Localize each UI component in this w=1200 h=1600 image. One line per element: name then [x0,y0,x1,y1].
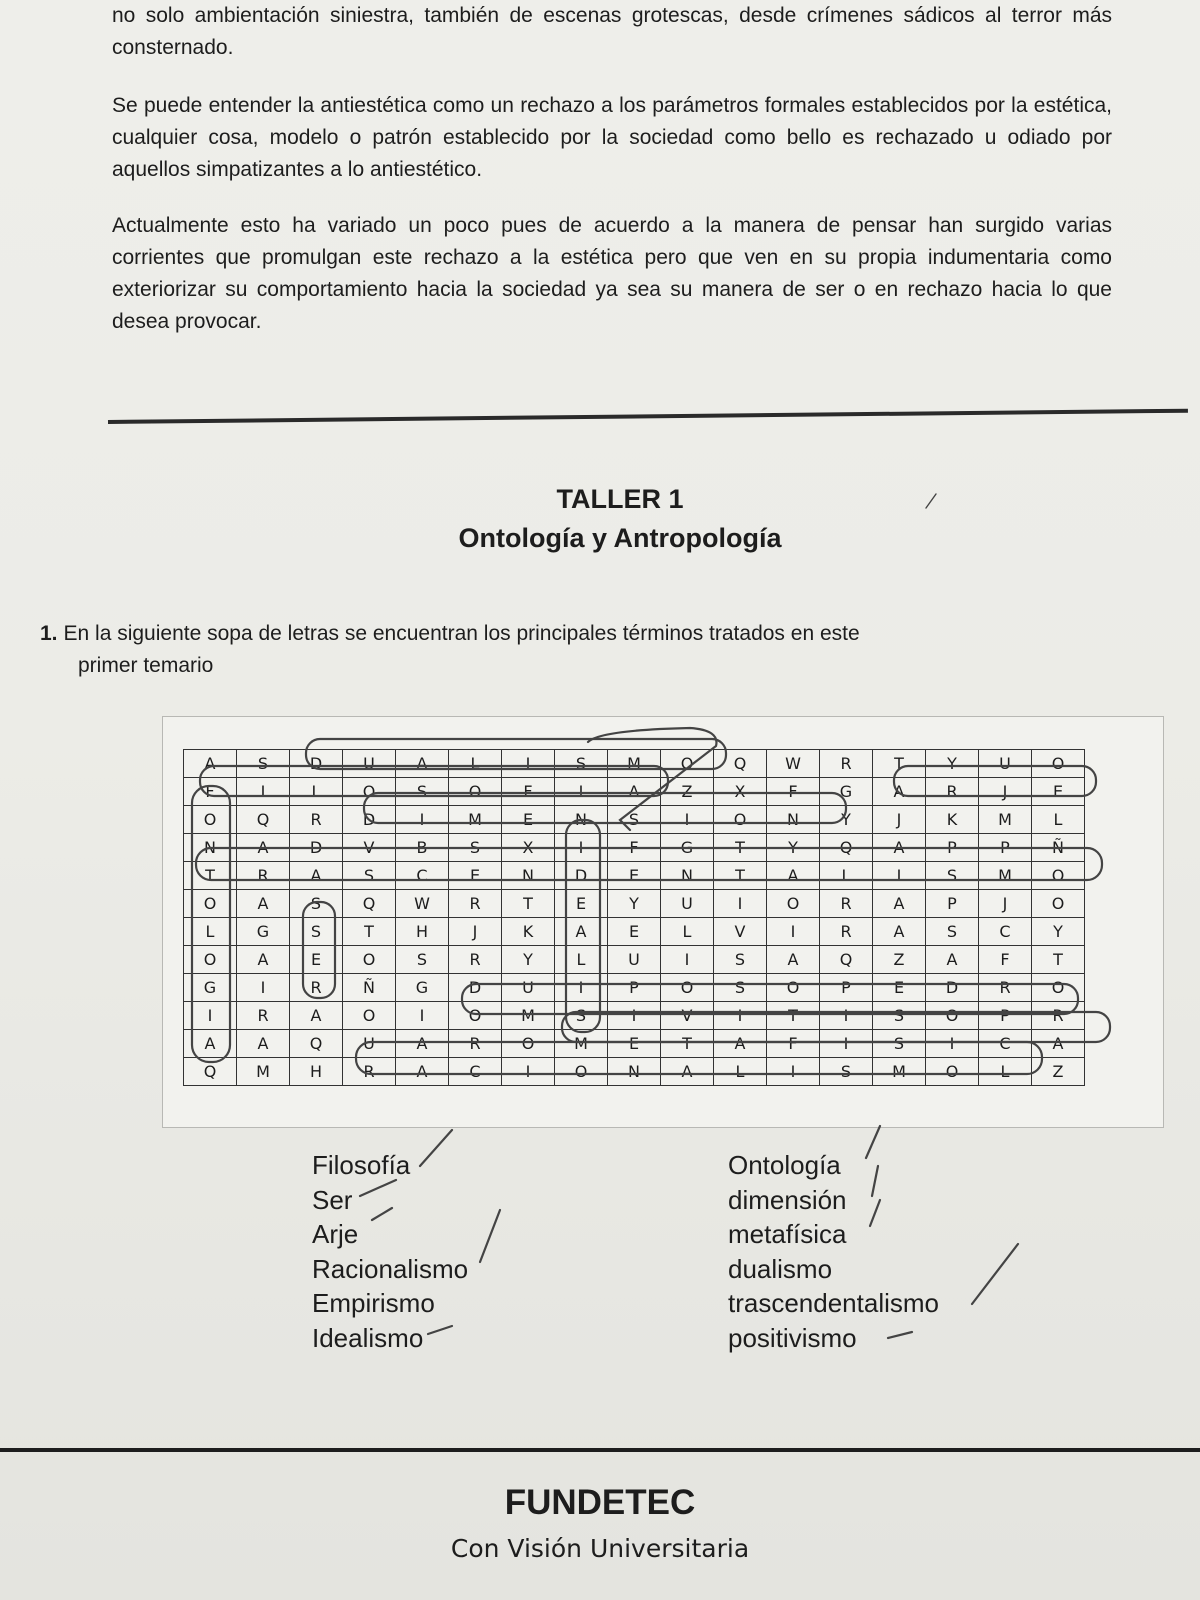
grid-cell: S [820,1058,873,1086]
grid-cell: N [502,862,555,890]
grid-cell: A [290,1002,343,1030]
grid-cell: O [449,778,502,806]
grid-cell: A [767,946,820,974]
grid-cell: O [1032,750,1085,778]
grid-cell: S [343,862,396,890]
question-text-line2: primer temario [78,654,214,677]
grid-cell: H [396,918,449,946]
grid-cell: L [555,946,608,974]
grid-row [184,946,1085,974]
grid-cell: R [290,806,343,834]
grid-cell: Ñ [343,974,396,1002]
question-1 [40,618,1110,682]
grid-cell: L [714,1058,767,1086]
grid-cell: S [396,778,449,806]
grid-row [184,1030,1085,1058]
grid-cell: T [714,834,767,862]
grid-cell: I [820,1002,873,1030]
grid-cell: R [926,778,979,806]
grid-cell: O [1032,862,1085,890]
grid-cell: I [184,1002,237,1030]
grid-cell: R [820,890,873,918]
grid-cell: R [1032,1002,1085,1030]
grid-cell: I [767,918,820,946]
intro-paragraph-1: no solo ambientación siniestra, también de escenas grotescas, desde crímenes sádicos al terror más consternado. [112,4,1112,59]
grid-cell: O [343,1002,396,1030]
grid-cell: I [555,834,608,862]
grid-cell: A [608,778,661,806]
grid-cell: A [396,1030,449,1058]
grid-cell: X [502,834,555,862]
grid-cell: I [555,974,608,1002]
grid-cell: I [714,890,767,918]
grid-cell: O [714,806,767,834]
grid-cell: L [979,1058,1032,1086]
grid-cell: J [979,778,1032,806]
grid-cell: M [608,750,661,778]
grid-cell: T [714,862,767,890]
grid-cell: Q [184,1058,237,1086]
grid-cell: G [820,778,873,806]
grid-cell: O [449,1002,502,1030]
grid-cell: A [1032,1030,1085,1058]
grid-cell: D [290,834,343,862]
grid-cell: A [237,946,290,974]
grid-cell: E [608,918,661,946]
grid-cell: R [290,974,343,1002]
grid-cell: R [820,918,873,946]
grid-cell: R [237,862,290,890]
grid-cell: S [555,750,608,778]
grid-cell: S [290,918,343,946]
grid-cell: E [608,1030,661,1058]
term-item: Arje [312,1219,359,1249]
grid-cell: S [555,1002,608,1030]
grid-cell: A [873,778,926,806]
grid-cell: G [396,974,449,1002]
grid-cell: O [184,890,237,918]
grid-cell: I [661,806,714,834]
grid-cell: T [343,918,396,946]
grid-cell: A [290,862,343,890]
grid-cell: O [343,778,396,806]
grid-cell: A [714,1030,767,1058]
grid-cell: T [502,890,555,918]
grid-cell: R [237,1002,290,1030]
grid-cell: I [661,946,714,974]
footer-org: FUNDETEC [504,1483,696,1522]
grid-cell: Y [502,946,555,974]
term-item: Ser [312,1184,353,1215]
grid-cell: A [873,890,926,918]
grid-cell: I [926,1030,979,1058]
grid-cell: I [502,1058,555,1086]
term-item: Idealismo [312,1322,424,1353]
footer-divider [0,1448,1200,1452]
grid-cell: R [979,974,1032,1002]
grid-cell: R [449,946,502,974]
grid-cell: E [608,862,661,890]
grid-cell: A [396,750,449,778]
grid-cell: A [237,834,290,862]
term-item: positivismo [728,1322,857,1353]
grid-cell: U [502,974,555,1002]
workshop-title: TALLER 1 [556,484,684,514]
grid-cell: R [343,1058,396,1086]
grid-cell: I [767,1058,820,1086]
grid-cell: C [449,1058,502,1086]
grid-cell: E [502,806,555,834]
grid-cell: Y [608,890,661,918]
grid-row [184,1002,1085,1030]
grid-cell: I [237,974,290,1002]
grid-cell: V [343,834,396,862]
grid-row [184,778,1085,806]
grid-cell: L [661,918,714,946]
grid-cell: Y [820,806,873,834]
grid-cell: F [767,778,820,806]
term-item: trascendentalismo [728,1288,939,1318]
grid-cell: B [396,834,449,862]
grid-cell: L [1032,806,1085,834]
grid-cell: L [184,918,237,946]
grid-cell: N [555,806,608,834]
term-item: dualismo [728,1253,833,1284]
grid-cell: Ñ [1032,834,1085,862]
grid-cell: A [184,750,237,778]
grid-cell: E [555,890,608,918]
grid-cell: A [873,834,926,862]
grid-cell: O [343,946,396,974]
grid-cell: L [290,778,343,806]
grid-cell: N [608,1058,661,1086]
grid-cell: I [502,750,555,778]
grid-cell: Q [237,806,290,834]
grid-cell: Q [820,834,873,862]
grid-cell: X [714,778,767,806]
grid-cell: U [343,1030,396,1058]
grid-cell: O [184,806,237,834]
grid-cell: I [555,778,608,806]
grid-row [184,1058,1085,1086]
grid-cell: A [767,862,820,890]
grid-cell: P [608,974,661,1002]
grid-cell: H [290,1058,343,1086]
grid-cell: S [926,918,979,946]
grid-cell: M [237,1058,290,1086]
term-list-right [728,1148,939,1355]
grid-cell: A [661,1058,714,1086]
grid-cell: S [237,750,290,778]
grid-row [184,974,1085,1002]
grid-row [184,890,1085,918]
term-item: dimensión [728,1184,847,1215]
grid-cell: S [873,1002,926,1030]
grid-cell: O [1032,890,1085,918]
grid-cell: C [979,1030,1032,1058]
grid-cell: V [714,918,767,946]
grid-cell: D [449,974,502,1002]
wordsearch-grid [183,749,1085,1086]
grid-cell: D [555,862,608,890]
grid-cell: A [237,1030,290,1058]
grid-cell: O [926,1002,979,1030]
grid-cell: E [1032,778,1085,806]
grid-cell: O [184,946,237,974]
grid-cell: Q [714,750,767,778]
grid-cell: E [290,946,343,974]
grid-cell: O [661,974,714,1002]
grid-cell: A [396,1058,449,1086]
grid-cell: Q [820,946,873,974]
grid-cell: N [184,834,237,862]
grid-cell: O [555,1058,608,1086]
grid-cell: I [820,1030,873,1058]
intro-paragraph-2: Se puede entender la antiestética como un rechazo a los parámetros formales establecidos por la estética, cualquier cosa, modelo o patrón establecido por la sociedad como bello es rechazado u odiado por aquellos simpatizantes a lo antiestético. [112,94,1112,181]
grid-cell: N [661,862,714,890]
grid-cell: F [502,778,555,806]
footer-slogan: Con Visión Universitaria [450,1534,750,1563]
grid-cell: M [979,806,1032,834]
grid-cell: P [926,890,979,918]
grid-cell: E [449,862,502,890]
grid-cell: J [873,806,926,834]
grid-cell: F [979,946,1032,974]
intro-text [112,0,1112,362]
grid-cell: P [979,1002,1032,1030]
grid-cell: C [396,862,449,890]
grid-cell: W [396,890,449,918]
grid-cell: S [926,862,979,890]
grid-cell: S [290,890,343,918]
grid-cell: R [449,890,502,918]
question-text-line1: En la siguiente sopa de letras se encuentran los principales términos tratados en este [63,622,860,645]
grid-cell: Z [873,946,926,974]
grid-row [184,862,1085,890]
grid-cell: S [714,946,767,974]
grid-cell: N [767,806,820,834]
term-item: Racionalismo [312,1253,469,1284]
grid-cell: I [873,862,926,890]
grid-cell: T [184,862,237,890]
workshop-subtitle: Ontología y Antropología [458,523,782,553]
grid-cell: I [396,1002,449,1030]
grid-cell: M [555,1030,608,1058]
grid-cell: Y [926,750,979,778]
grid-cell: Y [767,834,820,862]
grid-cell: Y [1032,918,1085,946]
term-item: Ontología [728,1150,841,1180]
grid-cell: Z [661,778,714,806]
grid-cell: R [820,750,873,778]
grid-row [184,806,1085,834]
term-item: Filosofía [312,1150,411,1180]
grid-cell: S [608,806,661,834]
grid-row [184,918,1085,946]
grid-row [184,750,1085,778]
grid-cell: R [449,1030,502,1058]
grid-cell: O [1032,974,1085,1002]
grid-cell: A [555,918,608,946]
intro-paragraph-3: Actualmente esto ha variado un poco pues de acuerdo a la manera de pensar han surgido varias corrientes que promulgan este rechazo a la estética pero que ven en su propia indumentaria como exteriorizar su comportamiento hacia la sociedad ya sea su manera de ser o en rechazo hacia lo que desea provocar. [112,214,1112,333]
grid-cell: P [820,974,873,1002]
grid-cell: U [608,946,661,974]
grid-cell: O [767,974,820,1002]
grid-cell: K [926,806,979,834]
grid-cell: S [396,946,449,974]
grid-cell: G [661,834,714,862]
grid-cell: U [979,750,1032,778]
grid-cell: K [502,918,555,946]
grid-cell: C [979,918,1032,946]
grid-cell: V [661,1002,714,1030]
grid-cell: S [873,1030,926,1058]
grid-cell: T [767,1002,820,1030]
grid-cell: P [926,834,979,862]
grid-cell: A [237,890,290,918]
grid-cell: J [979,890,1032,918]
term-list-left [312,1148,468,1355]
grid-cell: M [873,1058,926,1086]
grid-cell: I [714,1002,767,1030]
grid-cell: T [873,750,926,778]
grid-cell: W [767,750,820,778]
grid-cell: O [926,1058,979,1086]
grid-cell: I [396,806,449,834]
grid-cell: L [449,750,502,778]
grid-cell: Q [343,890,396,918]
grid-cell: L [820,862,873,890]
grid-cell: D [343,806,396,834]
grid-cell: F [184,778,237,806]
grid-cell: M [979,862,1032,890]
grid-cell: S [449,834,502,862]
grid-cell: I [608,1002,661,1030]
grid-cell: A [873,918,926,946]
grid-cell: D [926,974,979,1002]
grid-cell: A [184,1030,237,1058]
grid-cell: E [873,974,926,1002]
grid-cell: U [661,890,714,918]
grid-cell: A [926,946,979,974]
grid-row [184,834,1085,862]
grid-cell: P [979,834,1032,862]
grid-cell: T [1032,946,1085,974]
grid-cell: O [502,1030,555,1058]
grid-cell: D [290,750,343,778]
grid-cell: J [449,918,502,946]
grid-cell: O [661,750,714,778]
grid-cell: M [502,1002,555,1030]
term-item: metafísica [728,1219,847,1249]
grid-cell: T [661,1030,714,1058]
question-number: 1. [40,622,58,645]
grid-cell: M [449,806,502,834]
grid-cell: U [343,750,396,778]
grid-cell: I [237,778,290,806]
grid-cell: O [767,890,820,918]
grid-cell: G [237,918,290,946]
grid-cell: F [608,834,661,862]
grid-cell: G [184,974,237,1002]
grid-cell: Z [1032,1058,1085,1086]
grid-cell: F [767,1030,820,1058]
grid-cell: S [714,974,767,1002]
grid-cell: Q [290,1030,343,1058]
term-item: Empirismo [312,1288,435,1318]
